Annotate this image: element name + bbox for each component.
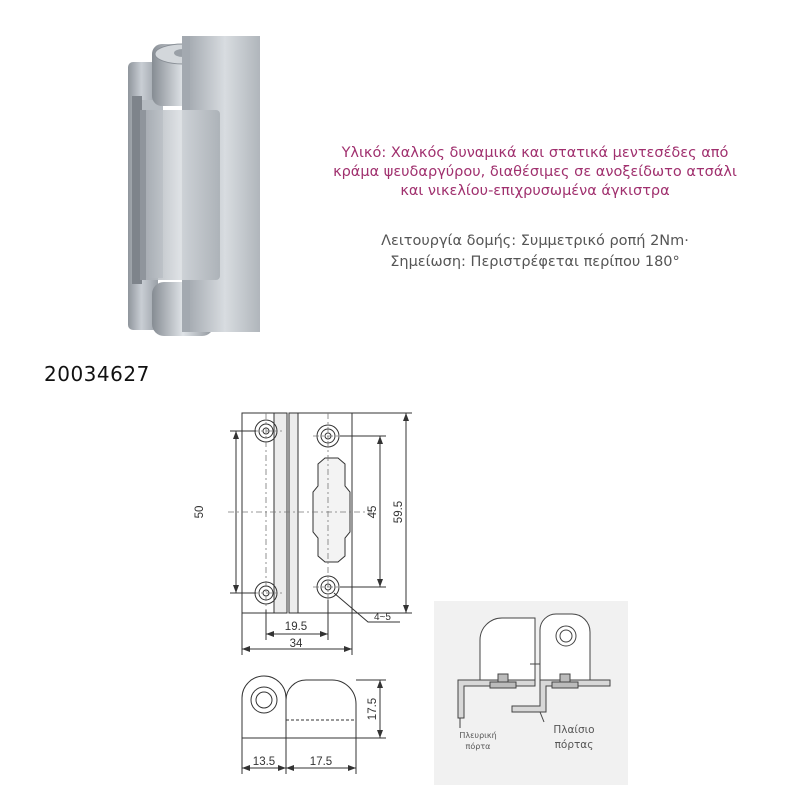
dim-13-5: 13.5 [252, 756, 276, 768]
dim-34: 34 [289, 638, 303, 650]
label-side-door-2: πόρτα [465, 742, 491, 751]
structure-text: Λειτουργία δομής: Συμμετρικό ροπή 2Nm· [381, 233, 689, 249]
dim-17-5: 17.5 [309, 756, 333, 768]
side-view-right-leaf [286, 680, 356, 738]
hinge-product-photo [100, 20, 260, 340]
dim-side-17-5: 17.5 [367, 697, 379, 721]
side-view-left-knuckle [242, 676, 286, 738]
install-hinge-left [480, 618, 535, 680]
leaf-recess [313, 458, 350, 562]
label-frame-2: πόρτας [554, 739, 594, 751]
dim-45: 45 [367, 505, 379, 519]
dim-59-5: 59.5 [393, 500, 405, 524]
dim-19-5: 19.5 [284, 621, 308, 633]
label-side-door: Πλευρική [459, 731, 497, 740]
technical-drawing [0, 400, 800, 800]
dim-hole: 4~5 [374, 612, 391, 623]
label-frame: Πλαίσιο [553, 724, 595, 736]
material-description: Υλικό: Χαλκός δυναμικά και στατικά μεντεσέδες από κράμα ψευδαργύρου, διαθέσιμες σε ανοξείδωτο ατσάλι και νικελίου-επιχρυσωμένα άγκιστρα [333, 145, 737, 199]
specs-block [320, 231, 750, 273]
install-hinge-right [540, 614, 590, 680]
rotation-note: Σημείωση: Περιστρέφεται περίπου 180° [390, 254, 680, 270]
dim-50: 50 [194, 505, 206, 519]
product-code: 20034627 [44, 362, 150, 386]
